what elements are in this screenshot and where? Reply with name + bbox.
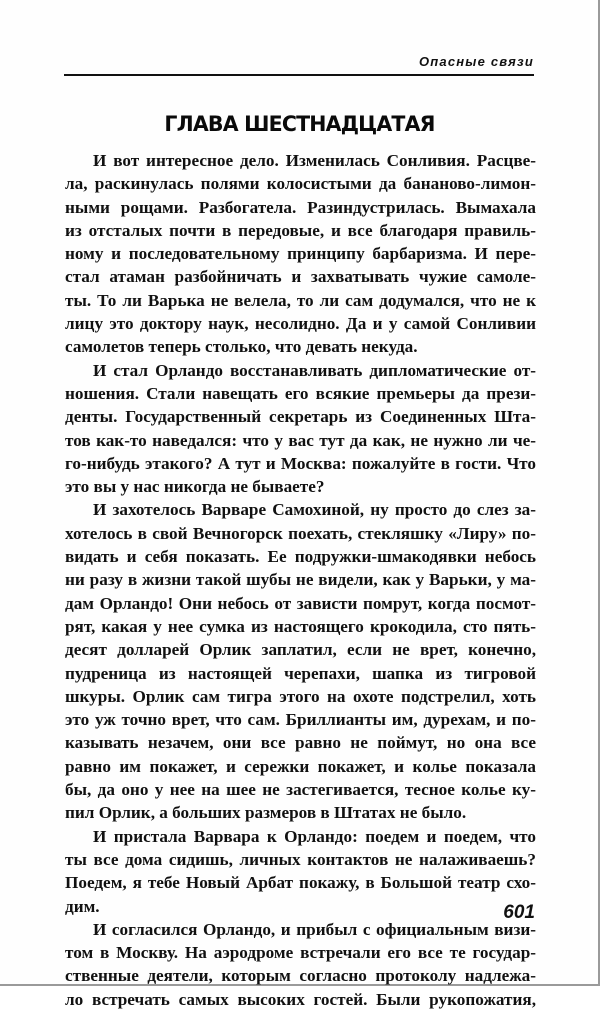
text-line: десят долларей Орлик заплатил, если не врет, конечно,: [65, 640, 536, 660]
text-line: ношения. Стали навещать его всякие премьеры да прези-: [65, 383, 536, 403]
text-line: ни разу в жизни такой шубы не видели, как у Варьки, у ма-: [65, 570, 536, 590]
text-line: денты. Государственный секретарь из Соединенных Шта-: [65, 407, 536, 427]
page-number: 601: [503, 902, 535, 923]
text-line: го-нибудь этакого? А тут и Москва: пожалуйте в гости. Что: [65, 453, 536, 473]
text-line: равно им покажет, и сережки покажет, и колье показала: [65, 756, 536, 776]
chapter-title: ГЛАВА ШЕСТНАДЦАТАЯ: [164, 111, 435, 137]
text-line: тов как-то наведался: что у вас тут да как, не нужно ли че-: [65, 430, 536, 450]
text-line: это уж точно врет, что сам. Бриллианты им, дурехам, и по-: [65, 710, 536, 730]
text-line: видать и себя показать. Ее подружки-шмакодявки небось: [65, 547, 536, 567]
text-line: ными рощами. Разбогатела. Разиндустрилась. Вымахала: [65, 197, 536, 217]
text-line: И согласился Орландо, и прибыл с официальным визи-: [93, 919, 536, 939]
text-line: пил Орлик, а больших размеров в Штатах не было.: [65, 803, 467, 823]
text-line: из отсталых почти в передовые, и все благодаря правиль-: [65, 220, 536, 240]
text-line: И пристала Варвара к Орландо: поедем и поедем, что: [93, 826, 536, 846]
text-line: ты. То ли Варька не велела, то ли сам додумался, что не к: [65, 290, 536, 310]
text-line: бы, да оно у нее на шее не застегивается, тесное колье ку-: [65, 780, 536, 800]
body-text: [65, 149, 536, 1011]
text-line: И стал Орландо восстанавливать дипломатические от-: [93, 360, 536, 380]
text-line: дим.: [65, 896, 100, 916]
text-line: том в Москву. На аэродроме встречали его все те государ-: [65, 943, 536, 963]
text-line: стал атаман разбойничать и захватывать чужие самоле-: [65, 267, 536, 287]
text-line: И вот интересное дело. Изменилась Сонливия. Расцве-: [93, 151, 536, 170]
text-line: шкуры. Орлик сам тигра этого на охоте подстрелил, хоть: [65, 686, 536, 706]
text-line: хотелось в свой Вечногорск поехать, стекляшку «Лиру» по-: [65, 523, 536, 543]
text-line: И захотелось Варваре Самохиной, ну просто до слез за-: [93, 500, 536, 520]
header-rule: [64, 74, 534, 76]
text-line: ла, раскинулась полями колосистыми да бананово-лимон-: [65, 174, 536, 194]
text-line: самолетов теперь столько, что девать некуда.: [65, 337, 418, 357]
text-line: лицу это доктору наук, несолидно. Да и у самой Сонливии: [65, 314, 536, 334]
text-line: рят, какая у нее сумка из настоящего крокодила, сто пять-: [65, 616, 536, 636]
text-line: ному и последовательному принципу барбаризма. И пере-: [65, 244, 536, 264]
text-line: ты все дома сидишь, личных контактов не налаживаешь?: [65, 849, 536, 869]
text-line: дам Орландо! Они небось от зависти помрут, когда посмот-: [65, 593, 536, 613]
text-line: ственные деятели, которым согласно протоколу надлежа-: [65, 966, 536, 986]
text-line: это вы у нас никогда не бываете?: [65, 477, 325, 497]
text-line: ло встречать самых высоких гостей. Были рукопожатия,: [65, 989, 536, 1009]
text-line: казывать незачем, они все равно не поймут, но она все: [65, 733, 536, 753]
text-line: Поедем, я тебе Новый Арбат покажу, в Большой театр схо-: [65, 873, 536, 893]
running-header: Опасные связи: [418, 54, 534, 69]
text-line: пудреница из настоящей черепахи, шапка из тигровой: [65, 663, 536, 683]
